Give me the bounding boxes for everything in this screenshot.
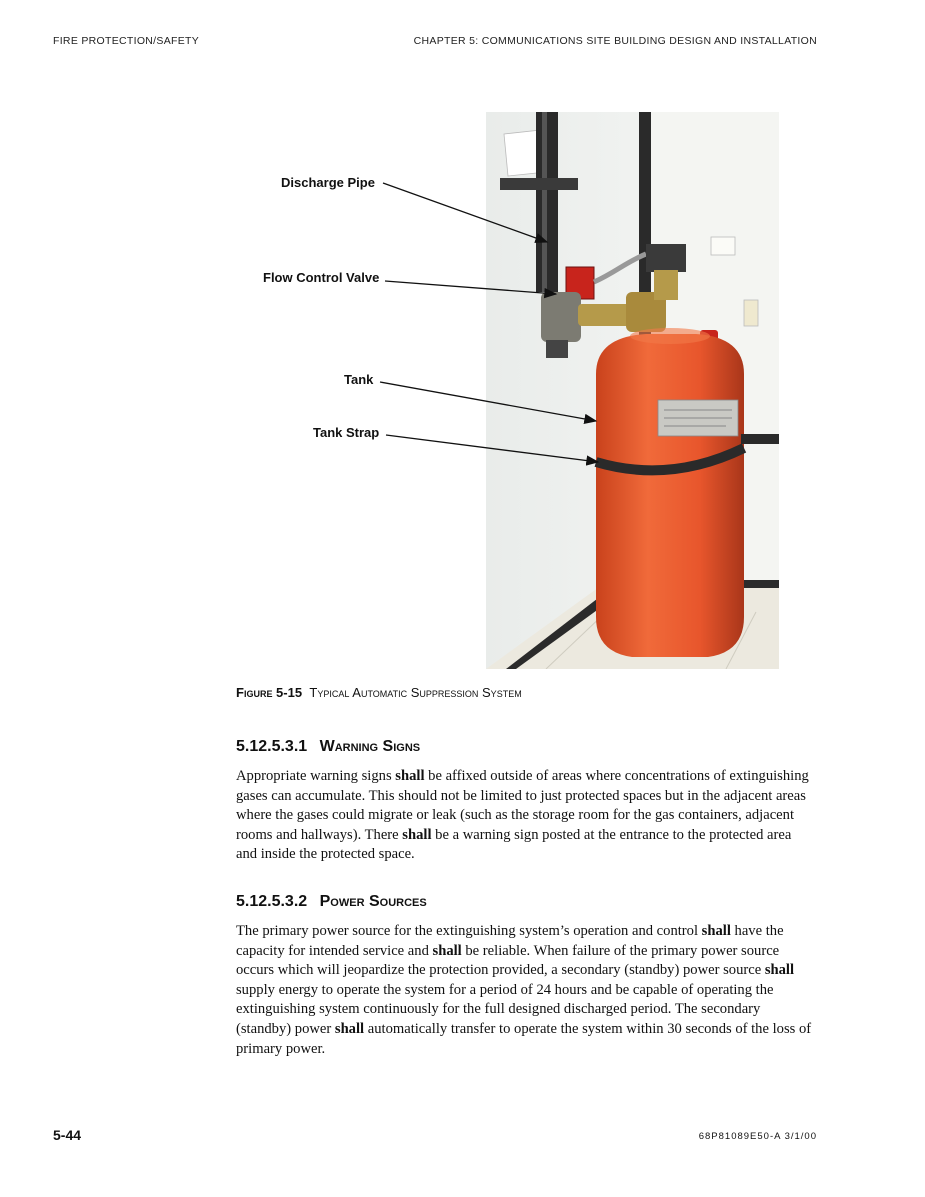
text-run: The primary power source for the extinguishing system’s operation and control	[236, 923, 702, 939]
text-run: Appropriate warning signs	[236, 768, 396, 784]
tank-top	[630, 328, 710, 344]
paragraph-power-sources	[236, 922, 816, 1059]
text-run: have the capacity for intended service and	[236, 923, 784, 959]
wall-switch	[744, 300, 758, 326]
text-run: be a warning sign posted at the entrance to the protected area and inside the protected space.	[236, 826, 792, 863]
emphasis-shall: shall	[701, 923, 731, 939]
text-run: be reliable. When failure of the primary power source occurs which will jeopardize the protection provided, a secondary (standby) power source	[236, 942, 780, 979]
emphasis-shall: shall	[334, 1020, 365, 1037]
callout-tank: Tank	[344, 372, 374, 387]
document-id: 68P81089E50-A 3/1/00	[698, 1131, 817, 1142]
section-heading-power-sources	[236, 893, 427, 911]
emphasis-shall: shall	[395, 768, 425, 784]
callout-tank-strap: Tank Strap	[313, 425, 380, 440]
emphasis-shall: shall	[402, 826, 432, 843]
pipe-bracket	[500, 178, 578, 190]
text-run: be affixed outside of areas where concentrations of extinguishing gases can accumulate. This should not be limited to just protected spaces but in the adjacent areas where the gases could migrate or leak (such as the storage room for the gas containers, adjacent rooms and hallways). There	[236, 768, 809, 843]
figure-number: Figure 5-15	[236, 685, 303, 700]
suppression-system-illustration	[486, 112, 779, 669]
text-run: automatically transfer to operate the system within 30 seconds of the loss of primary power.	[236, 1020, 812, 1057]
paragraph-warning-signs	[236, 767, 816, 865]
tank	[596, 334, 744, 657]
valve-actuator	[646, 244, 686, 272]
callout-discharge-pipe: Discharge Pipe	[281, 175, 375, 190]
figure-title: Typical Automatic Suppression System	[309, 685, 522, 700]
text-run: supply energy to operate the system for a period of 24 hours and be capable of operating the extinguishing system continuously for the full designed discharged period. The secondary (standby) power	[236, 981, 774, 1037]
section-title: Power Sources	[319, 893, 427, 910]
emphasis-shall: shall	[432, 942, 462, 959]
running-header-right: CHAPTER 5: COMMUNICATIONS SITE BUILDING DESIGN AND INSTALLATION	[413, 35, 817, 47]
wall-plate	[711, 237, 735, 255]
strap-bracket	[741, 434, 779, 444]
discharge-pipe-highlight	[542, 112, 547, 292]
section-title: Warning Signs	[319, 738, 421, 755]
flow-control-valve	[541, 292, 581, 342]
section-heading-warning-signs	[236, 738, 420, 756]
section-number: 5.12.5.3.2	[236, 893, 308, 910]
figure-caption	[236, 685, 522, 700]
callout-flow-control-valve: Flow Control Valve	[263, 270, 380, 285]
section-number: 5.12.5.3.1	[236, 738, 308, 755]
page-number: 5-44	[53, 1127, 82, 1143]
valve-elbow	[546, 340, 568, 358]
emphasis-shall: shall	[764, 962, 795, 979]
suppression-system-photo	[486, 112, 779, 669]
valve-neck	[654, 270, 678, 300]
running-header-left: FIRE PROTECTION/SAFETY	[53, 35, 200, 47]
